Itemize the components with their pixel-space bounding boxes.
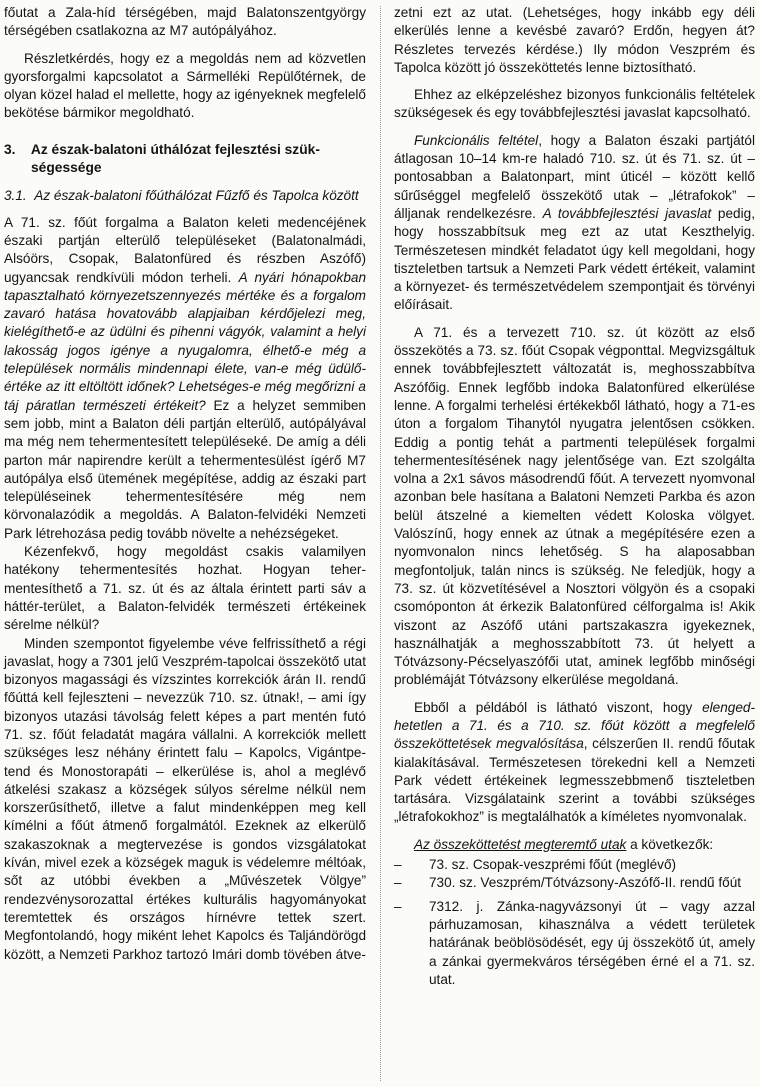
paragraph: Részletkérdés, hogy ez a megoldás nem ad közvetlen gyorsforgalmi kapcsolatot a Sármelléki Repülőtérnek, de olyan közel halad el mellette, hogy az igényeknek megfelelő bekötése bármikor megoldható. bbox=[4, 50, 366, 121]
paragraph bbox=[394, 836, 755, 854]
list-item-text: 73. sz. Csopak-veszprémi főút (meglévő) bbox=[429, 857, 677, 873]
list-item bbox=[394, 874, 755, 892]
paragraph: Minden szempontot figyelembe véve felfrissíthető a régi javaslat, hogy a 7301 jelű Veszprém-tapolcai összekötő utat bizonyos magassági és vízszintes korrekciók árán II. rendű főúttá kell fejleszteni – nevezzük 710. sz. útnak!, – ami így bizonyos utazási távolság felett képes a part mentén futó 71. sz. főút feladatát magára vállalni. A korrekciók mellett szükséges lesz néhány érintett falu – Kapolcs, Vigántpetend és Monostorapáti – elkerülése is, ahol a meglévő átkelési szakasz a községek súlyos sérelme nélkül nem korszerűsíthető, illetve a falut mindenképpen meg kell kímélni a főút átmenő forgalmától. Ezeknek az elkerülő szakaszoknak a megtervezése is gondos vizsgálatokat kíván, mivel ezek a községek maguk is védelemre méltóak, sőt az utóbbi években a „Művészetek Völgye” rendezvénysorozattal értékes kulturális hagyományokat teremtettek és országos hírnévre tettek szert. Megfontolandó, hogy miként lehet Kapolcs és Taljándörögd között, a Nemzeti Parkhoz tartozó Imári domb tövében átve- bbox=[4, 635, 366, 962]
list-marker: – bbox=[394, 898, 402, 914]
paragraph: főutat a Zala-híd térségében, majd Balatonszentgyörgy térségében csatlakozna az M7 autópályához. bbox=[4, 5, 366, 39]
italic-run bbox=[414, 837, 626, 852]
subsection-title: Az észak-balatoni főúthálózat Fűzfő és Tapolca között bbox=[34, 188, 359, 204]
italic-run: A nyári hónapokban tapasztalható környezetszennyezés mértéke és a forgalom zavaró hatása hovatovább alapjaiban kérdőjelezi meg, kielégíthető-e az üdülni és pihenni vágyók, valamint a helyi lakosság jogos igénye a nyugalomra, élhető-e még a települések normális mindennapi élete, van-e még üdülő-értéke az itt eltöltött időnek? Lehetséges-e még megőrizni a táj páratlan természeti értékeit? bbox=[4, 269, 367, 413]
paragraph: Ehhez az elképzeléshez bizonyos funkcionális feltételek szükségesek és egy továbbfejlesztési javaslat kapcsolható. bbox=[394, 87, 755, 121]
paragraph bbox=[4, 214, 366, 543]
list-item bbox=[394, 898, 755, 989]
list-marker: – bbox=[394, 875, 402, 891]
text-run: a következők: bbox=[626, 836, 714, 852]
paragraph: A 71. és a tervezett 710. sz. út között az első összekötés a 73. sz. főút Csopak végponttal. Megvizsgáltuk ennek továbbfejlesztett változatát is, meghosszabbítva Aszófőig. Ennek legfőbb indoka Balatonfüred elkerülése lenne. A forgalmi terhelési értékekből látható, hogy a 71-es úton a forgalom Tihanytól nyugatra jelentősen csökken. Eddig a pontig tehát a partmenti települések forgalmi tehermentesítésének nagy jelentősége van. Ezt szolgálta volna a 2x1 sávos másodrendű főút. A tervezett nyomvonal azonban bele hasítana a Balatoni Nemzeti Parkba és azon belül átszelné a kiemelten védett Koloska völgyet. Valószínű, hogy ennek az útnak a megépítésére ezen a nyomvonalon nincs lehetőség. S ha alaposabban megfontoljuk, talán nincs is szükség. Ne feledjük, hogy a 73. sz. út közvetítésével a Nosztori völgyön és a csopaki csomóponton át érkezik Balatonfüred célforgalma is! Akik viszont az Aszófő utáni partszakaszra igyekeznek, használhatják a meghosszabbított 73. út helyett a Tótvázsony-Pécselyaszófői utat, aminek legfőbb minőségi problémáját Tótvázsony elkerülése megoldaná. bbox=[394, 324, 755, 688]
road-list bbox=[394, 856, 755, 989]
text-run: A 71. sz. főút forgalma a Balaton keleti medencéjének északi partján elterülő településeket (Balatonalmádi, Alsóörs, Csopak, Balatonfüred és részben Aszófő) ugyancsak rendkívüli módon terheli. bbox=[4, 214, 366, 285]
paragraph: zetni ezt az utat. (Lehetséges, hogy inkább egy déli elkerülés lenne a kevésbé zavaró? Erdőn, hegyen át? Részletes tervezés kérdése.) Ily módon Veszprém és Tapolca között jó összeköttetés lenne biztosítható. bbox=[394, 5, 755, 75]
paragraph bbox=[394, 699, 755, 827]
text-run: , hogy a Balaton északi partjától átlagosan 10–14 km-re haladó 710. sz. út és 71. sz. út – pontosabban a Balatonpart, mint úticél – között kellő sűrűséggel megfelelő összekötő utak – „létrafokok” – álljanak rendelkezésre. bbox=[394, 132, 755, 221]
subsection-number: 3.1. bbox=[4, 188, 27, 204]
text-run: Ebből a példából is látható viszont, hogy bbox=[414, 699, 703, 715]
list-item bbox=[394, 856, 755, 874]
italic-run: Funkcionális feltétel bbox=[414, 132, 539, 148]
list-marker: – bbox=[394, 857, 402, 873]
left-column bbox=[4, 4, 366, 964]
section-heading bbox=[4, 141, 366, 178]
section-title: Az észak-balatoni úthálózat fejlesztési szükségessége bbox=[30, 141, 320, 176]
italic-run: A továbbfejlesztési javaslat bbox=[542, 205, 712, 221]
text-run: Ez a helyzet semmiben sem jobb, mint a Balaton déli partján elterülő, autópályával ma még nem tehermentesített településeké. De amíg a déli parton már napirendre került a tehermentesülést ígérő M7 autópálya első ütemének megépítése, addig az északi part településeinek tehermentesítésére még nem körvonalazódik a megoldás. A Balaton-felvidéki Nemzeti Park létrehozása pedig tovább növelte a nehézségeket. bbox=[4, 397, 366, 541]
section-number: 3. bbox=[4, 141, 16, 157]
subsection-heading bbox=[4, 187, 366, 205]
list-item-text: 7312. j. Zánka-nagyvázsonyi út – vagy azzal párhuzamosan, kihasználva a védett területek határának beöblösödését, egy új összekötő út, amely a zánkai gyermekváros térségében érné el a 71. sz. utat. bbox=[429, 898, 755, 987]
list-item-text: 730. sz. Veszprém/Tótvázsony-Aszófő-II. rendű főút bbox=[429, 875, 742, 891]
right-column bbox=[394, 4, 755, 989]
underlined-run: Az összeköttetést megteremtő utak bbox=[414, 836, 627, 852]
paragraph: Kézenfekvő, hogy megoldást csakis valamilyen hatékony tehermentesítés hozhat. Hogyan tehermentesíthető a 71. sz. út és az általa érintett parti sáv a háttér-terület, a Balaton-felvidék természeti értékeinek sérelme nélkül? bbox=[4, 544, 366, 633]
column-divider bbox=[380, 6, 381, 1081]
text-run: , célszerűen II. rendű főutak kialakításával. Természetesen törekedni kell a Nemzeti Park védett értékeinek legmesszebbmenő tiszteletben tartására. Vizsgálataink szerint a további szükséges „létrafokokhoz” is megtalálhatók a kíméletes nyomvonalak. bbox=[394, 736, 755, 825]
text-run: pedig, hogy hosszabbítsuk meg ezt az utat Keszthelyig. Természetesen mindkét feladatot úgy kell megoldani, hogy tiszteletben tartsuk a Nemzeti Park védett értékeit, valamint a környezet- és természetvédelem szempontjait és törvényi előírásait. bbox=[394, 205, 755, 313]
italic-run: elengedhetetlen a 71. és a 710. sz. főút között a megfelelő összeköttetések megvalósítása bbox=[394, 699, 755, 752]
paragraph bbox=[394, 132, 755, 315]
